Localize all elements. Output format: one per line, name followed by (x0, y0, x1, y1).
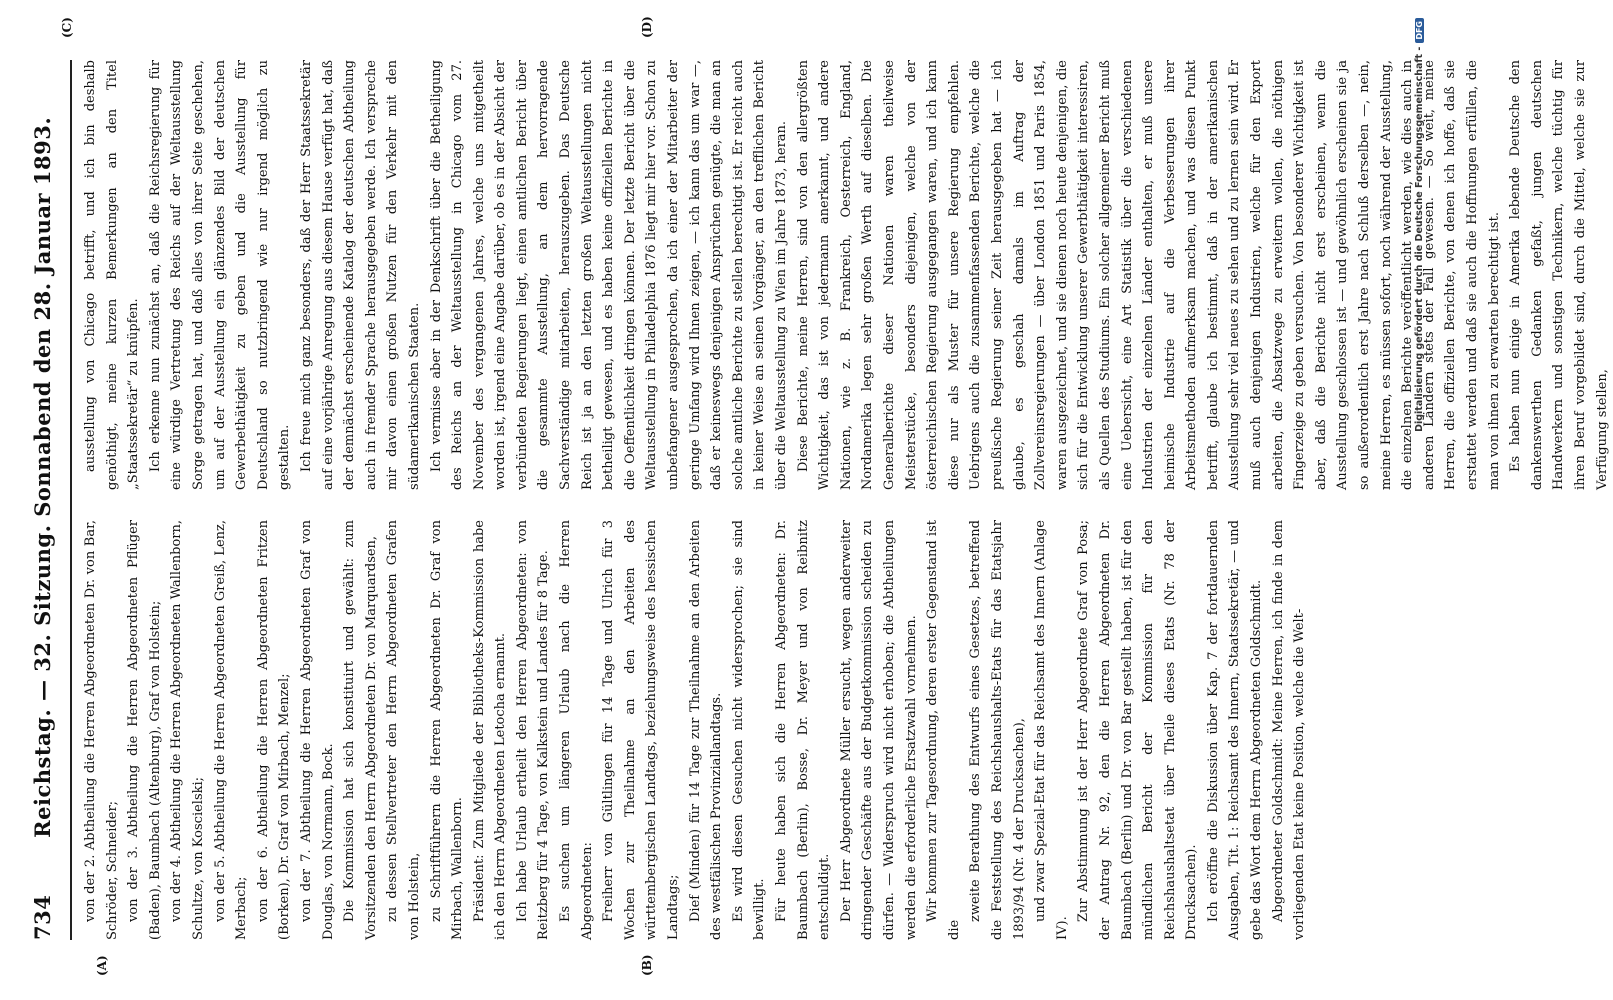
paragraph: Es haben nun einige in Amerika lebende Deutsche den dankenswerthen Gedanken gefaßt, jungen deutschen Handwerkern und sonstigen Technikern, welche tüchtig für ihren Beruf vorgebildet sind, durch die Mittel, welche sie zur Verfügung stellen, (1508, 60, 1610, 490)
paragraph: von der 6. Abtheilung die Herren Abgeordneten Fritzen (Borken), Dr. Graf von Mirbach, Menzel; (255, 520, 293, 940)
paragraph: von der 4. Abtheilung die Herren Abgeordneten Wallenborn, Schultze, von Koscielski; (169, 520, 206, 940)
paragraph: von der 5. Abtheilung die Herren Abgeordneten Greiß, Lenz, Merbach; (212, 520, 250, 940)
paragraph: zu dessen Stellvertreter den Herrn Abgeordneten Grafen von Holstein, (385, 520, 422, 940)
paragraph: Ich eröffne die Diskussion über Kap. 7 der fortdauernden Ausgaben, Tit. 1: Reichsamt des Innern, Staatssekretär, — und gebe das Wort dem Herrn Abgeordneten Goldschmidt. (1205, 520, 1265, 940)
paragraph: Zur Abstimmung ist der Herr Abgeordnete Graf von Posa; der Antrag Nr. 92, den die Herren Abgeordneten Dr. Baumbach (Berlin) und Dr. von Bar gestellt haben, ist für den mündlichen Bericht der Kommission für den Reichshaushaltsetat über Theile dieses Etats (Nr. 78 der Drucksachen). (1076, 520, 1200, 940)
paragraph: zweite Berathung des Entwurfs eines Gesetzes, betreffend die Feststellung des Reichshaushalts-Etats für das Etatsjahr 1893/94 (Nr. 4 der Drucksachen), (968, 520, 1027, 940)
margin-marker-b: (B) (640, 954, 654, 976)
paragraph: von der 2. Abtheilung die Herren Abgeordneten Dr. von Bar, Schröder, Schneider; (83, 520, 120, 940)
header-rule (70, 60, 72, 940)
paragraph: Für heute haben sich die Herren Abgeordneten: Dr. Baumbach (Berlin), Bosse, Dr. Meyer und von Reibnitz entschuldigt. (774, 520, 833, 940)
page-header (22, 60, 62, 940)
paragraph: Dief (Minden) für 14 Tage zur Theilnahme an den Arbeiten des westfälischen Provinziallandtags. (687, 520, 725, 940)
paragraph: ausstellung von Chicago betrifft, und ich bin deshalb genöthigt, meine kurzen Bemerkungen an den Titel „Staatssekretär“ zu knüpfen. (83, 60, 142, 490)
left-column (80, 520, 1308, 940)
paragraph: Der Herr Abgeordnete Müller ersucht, wegen anderweiter dringender Geschäfte aus der Budgetkommission scheiden zu dürfen. — Widerspruch wird nicht erhoben; die Abtheilungen werden die erforderliche Ersatzwahl vornehmen. (838, 520, 919, 940)
paragraph: Es suchen um längeren Urlaub nach die Herren Abgeordneten: (558, 520, 595, 940)
digitization-credit (1410, 18, 1428, 998)
margin-marker-d: (D) (640, 16, 654, 38)
paragraph: Diese Berichte, meine Herren, sind von den allergrößten Wichtigkeit, das ist von jedermann anerkannt, und andere Nationen, wie z. B. Frankreich, Oesterreich, England, Nordamerika legen sehr großen Werth auf dieselben. Die Generalberichte dieser Nationen waren theilweise Meisterstücke, besonders diejenigen, welche von der österreichischen Regierung ausgegangen waren, und ich kann diese nur als Muster für unsere Regierung empfehlen. Uebrigens auch die zusammenfassenden Berichte, welche die preußische Regierung seiner Zeit herausgegeben hat — ich glaube, es geschah damals im Auftrag der Zollvereinsregierungen — über London 1851 und Paris 1854, waren ausgezeichnet, und sie dienen noch heute denjenigen, die sich für die Entwicklung unserer Gewerbthätigkeit interessiren, als Quellen des Studiums. Ein solcher allgemeiner Bericht muß eine Uebersicht, eine Art Statistik über die verschiedenen Industrien der einzelnen Länder enthalten, er muß unsere heimische Industrie auf die Verbesserungen ihrer Arbeitsmethoden aufmerksam machen, und was diesen Punkt betrifft, glaube ich bestimmt, daß in der amerikanischen Ausstellung sehr viel neues zu sehen und zu lernen sein wird. Er muß auch denjenigen Industrien, welche für den Export arbeiten, die Absatzwege zu erweitern wollen, die nöthigen Fingerzeige zu geben versuchen. Von besonderer Wichtigkeit ist aber, daß die Berichte nicht erst erscheinen, wenn die Ausstellung geschlossen ist — und gewöhnlich erscheinen sie ja so außerordentlich erst Jahre nach Schluß derselben —, nein, meine Herren, es müssen sofort, noch während der Ausstellung, die einzelnen Berichte veröffentlicht werden, wie dies auch in anderen Ländern stets der Fall gewesen. — So weit, meine Herren, die offiziellen Berichte, von denen ich hoffe, daß sie erstattet werden und daß sie auch die Hoffnungen erfüllen, die man von ihnen zu erwarten berechtigt ist. (795, 60, 1502, 490)
paragraph: Es wird diesen Gesuchen nicht widersprochen; sie sind bewilligt. (730, 520, 768, 940)
paragraph: Ich erkenne nun zunächst an, daß die Reichsregierung für eine würdige Vertretung des Reichs auf der Weltausstellung Sorge getragen hat, und daß alles von ihrer Seite geschehen, um auf der Ausstellung ein glänzendes Bild der deutschen Gewerbethätigkeit zu geben und die Ausstellung für Deutschland so nutzbringend wie nur irgend möglich zu gestalten. (147, 60, 293, 490)
paragraph: Wir kommen zur Tagesordnung, deren erster Gegenstand ist die (925, 520, 962, 940)
margin-marker-a: (A) (95, 955, 109, 976)
margin-marker-c: (C) (60, 17, 74, 38)
credit-text: Digitalisierung gefördert durch die Deutsche Forschungsgemeinschaft - (1413, 46, 1425, 432)
paragraph: zu Schriftführern die Herren Abgeordneten Dr. Graf von Mirbach, Wallenborn. (428, 520, 466, 940)
dfg-logo: DFG (1415, 18, 1424, 43)
paragraph: Abgeordneter Goldschmidt: Meine Herren, ich finde in dem vorliegenden Etat keine Position, welche die Welt- (1270, 520, 1308, 940)
paragraph: Ich freue mich ganz besonders, daß der Herr Staatssekretär auf eine vorjährige Anregung aus diesem Hause verfügt hat, daß der demnächst erscheinende Katalog der deutschen Abtheilung auch in fremder Sprache herausgegeben werde. Ich verspreche mir davon einen großen Nutzen für den Verkehr mit den südamerikanischen Staaten. (298, 60, 422, 490)
paragraph: von der 3. Abtheilung die Herren Abgeordneten Pflüger (Baden), Baumbach (Altenburg), Graf von Holstein; (126, 520, 163, 940)
paragraph: Freiherr von Gültlingen für 14 Tage und Ulrich für 3 Wochen zur Theilnahme an den Arbeiten des württembergischen Landtags, beziehungsweise des hessischen Landtags; (601, 520, 682, 940)
paragraph: von der 7. Abtheilung die Herren Abgeordneten Graf von Douglas, von Normann, Bock. (298, 520, 336, 940)
page-number: 734 (29, 894, 55, 940)
running-title: Reichstag. — 32. Sitzung. Sonnabend den 28. Januar 1893. (29, 116, 55, 838)
paragraph: Die Kommission hat sich konstituirt und gewählt: zum Vorsitzenden den Herrn Abgeordneten Dr. von Marquardsen, (342, 520, 379, 940)
paragraph: Ich vermisse aber in der Denkschrift über die Betheiligung des Reichs an der Weltausstellung in Chicago vom 27. November des vergangenen Jahres, welche uns mitgetheilt worden ist, irgend eine Angabe darüber, ob es in der Absicht der verbündeten Regierungen liegt, einen amtlichen Bericht über die gesammte Ausstellung, an dem hervorragende Sachverständige mitarbeiten, herauszugeben. Das Deutsche Reich ist ja an den letzten großen Weltausstellungen nicht betheiligt gewesen, und es haben keine offiziellen Berichte in die Oeffentlichkeit dringen können. Der letzte Bericht über die Weltausstellung in Philadelphia 1876 liegt mir hier vor. Schon zu unbefangener ausgesprochen, da ich einer der Mitarbeiter der geringe Umfang wird Ihnen zeigen, — ich kann das um war —, daß er keineswegs denjenigen Ansprüchen genügte, die man an solche amtliche Berichte zu stellen berechtigt ist. Er reicht auch in keiner Weise an seinen Vorgänger, an den trefflichen Bericht über die Weltausstellung zu Wien im Jahre 1873, heran. (428, 60, 789, 490)
paragraph: Ich habe Urlaub ertheilt den Herren Abgeordneten: von Reitzberg für 4 Tage, von Kalkstein und Landes für 8 Tage. (514, 520, 552, 940)
paragraph: Präsident: Zum Mitgliede der Bibliotheks-Kommission habe ich den Herrn Abgeordneten Letocha ernannt. (471, 520, 509, 940)
paragraph: und zwar Spezial-Etat für das Reichsamt des Innern (Anlage IV). (1033, 520, 1070, 940)
